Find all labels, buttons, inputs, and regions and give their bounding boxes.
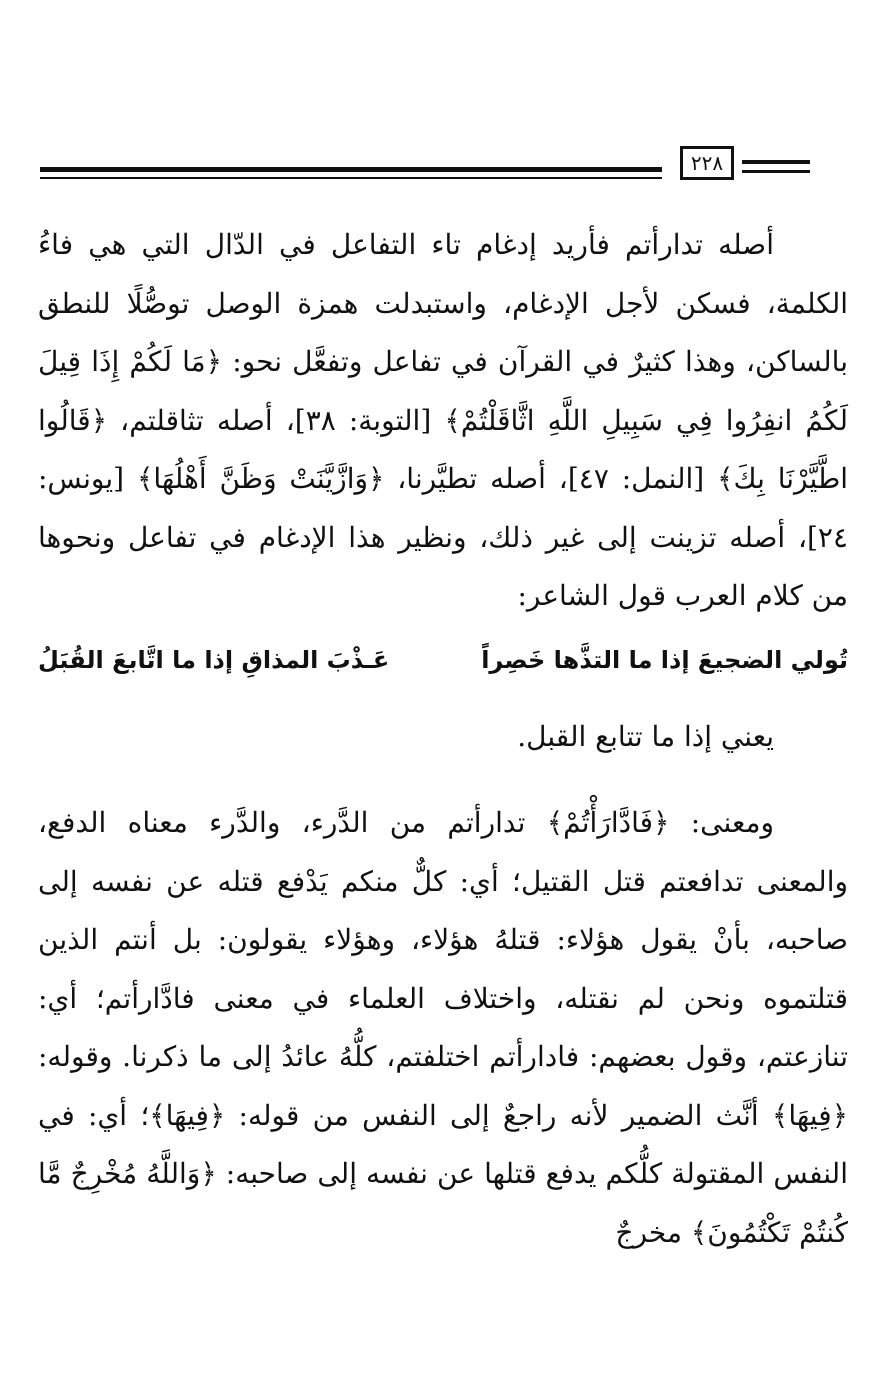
page-number: ٢٢٨	[680, 146, 734, 180]
verse-first-hemistich: تُولي الضجيعَ إذا ما التذَّها خَصِراً	[481, 645, 848, 674]
page-content	[38, 216, 848, 1262]
header-rule-short-bottom	[742, 170, 810, 173]
page-header	[40, 146, 810, 190]
verse-explanation: يعني إذا ما تتابع القبل.	[517, 719, 774, 753]
paragraph-meaning: ومعنى: ﴿فَادَّارَأْتُمْ﴾ تدارأتم من الدَّرء، والدَّرء معناه الدفع، والمعنى تدافعتم قتل القتيل؛ أي: كلٌّ منكم يَدْفع قتله عن نفسه إلى صاحبه، بأنْ يقول هؤلاء: قتلهُ هؤلاء، وهؤلاء يقولون: بل أنتم الذين قتلتموه ونحن لم نقتله، واختلاف العلماء في معنى فادَّارأتم؛ أي: تنازعتم، وقول بعضهم: فادارأتم اختلفتم، كلُّهُ عائدُ إلى ما ذكرنا. وقوله: ﴿فِيهَا﴾ أنَّث الضمير لأنه راجعٌ إلى النفس من قوله: ﴿فِيهَا﴾؛ أي: في النفس المقتولة كلُّكم يدفع قتلها عن نفسه إلى صاحبه: ﴿وَاللَّهُ مُخْرِجٌ مَّا كُنتُمْ تَكْتُمُونَ﴾ مخرجٌ	[38, 806, 848, 1249]
paragraph-grammar: أصله تدارأتم فأريد إدغام تاء التفاعل في الدّال التي هي فاءُ الكلمة، فسكن لأجل الإدغام، واستبدلت همزة الوصل توصُّلًا للنطق بالساكن، وهذا كثيرٌ في القرآن في تفاعل وتفعَّل نحو: ﴿مَا لَكُمْ إِذَا قِيلَ لَكُمُ انفِرُوا فِي سَبِيلِ اللَّهِ اثَّاقَلْتُمْ﴾ [التوبة: ٣٨]، أصله تثاقلتم، ﴿قَالُوا اطَّيَّرْنَا بِكَ﴾ [النمل: ٤٧]، أصله تطيَّرنا، ﴿وَازَّيَّنَتْ وَظَنَّ أَهْلُهَا﴾ [يونس: ٢٤]، أصله تزينت إلى غير ذلك، ونظير هذا الإدغام في تفاعل ونحوها من كلام العرب قول الشاعر:	[38, 228, 849, 612]
header-rule-thick	[40, 167, 662, 172]
header-rule-thin	[40, 177, 662, 179]
poetry-verse	[38, 640, 848, 680]
verse-second-hemistich: عَـذْبَ المذاقِ إذا ما اتَّابعَ القُبَلُ	[38, 645, 390, 674]
header-rule-short-top	[742, 160, 810, 164]
